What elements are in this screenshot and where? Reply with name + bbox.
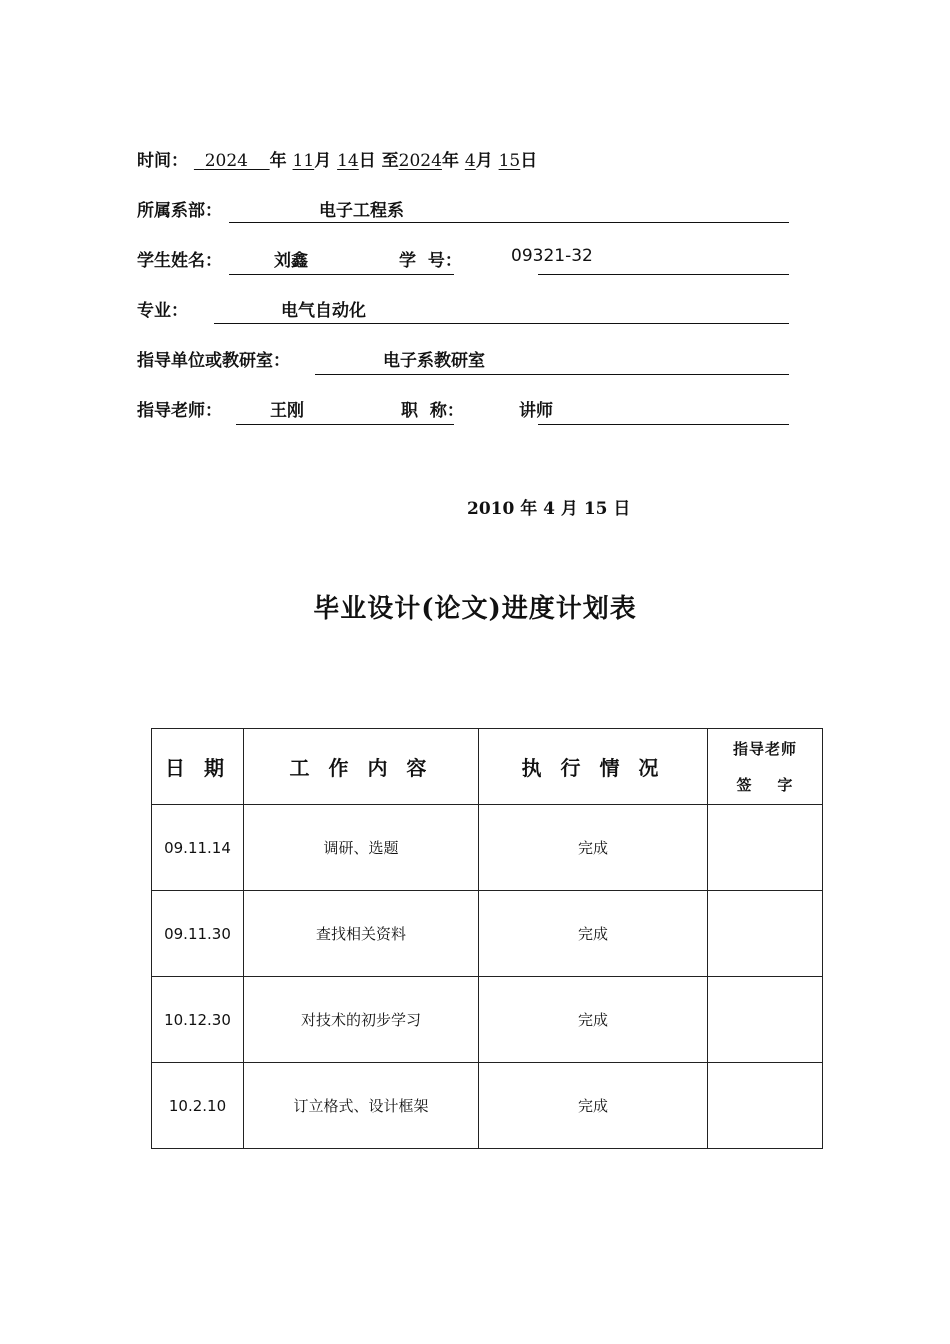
major-label: 专业：: [137, 301, 188, 321]
end-month: 4: [464, 151, 476, 171]
row-date: 10.12.30: [152, 977, 244, 1063]
unit-label: 指导单位或教研室：: [137, 351, 290, 371]
year-char-1: 年: [269, 151, 287, 171]
time-label: 时间：: [137, 151, 188, 171]
department-value: 电子工程系: [319, 201, 404, 221]
row-content: 调研、选题: [244, 805, 479, 891]
advisor-label: 指导老师：: [137, 401, 222, 421]
row-content: 对技术的初步学习: [244, 977, 479, 1063]
row-sign: [708, 977, 823, 1063]
row-status: 完成: [479, 891, 708, 977]
table-row: [152, 977, 823, 1063]
row-content: 查找相关资料: [244, 891, 479, 977]
table-header-row: [152, 729, 823, 805]
progress-table: [151, 728, 823, 1149]
header-date: 日 期: [152, 729, 244, 805]
student-name-value: 刘鑫: [274, 251, 308, 271]
table-row: [152, 805, 823, 891]
header-content: 工 作 内 容: [244, 729, 479, 805]
end-year: 2024: [398, 151, 442, 171]
start-day: 14: [337, 151, 359, 171]
row-status: 完成: [479, 977, 708, 1063]
department-label: 所属系部：: [137, 201, 222, 221]
major-value: 电气自动化: [281, 301, 366, 321]
header-status: 执 行 情 况: [479, 729, 708, 805]
header-sign-line2: 签 字: [736, 775, 794, 794]
unit-value: 电子系教研室: [383, 351, 485, 371]
row-content: 订立格式、设计框架: [244, 1063, 479, 1149]
row-date: 10.2.10: [152, 1063, 244, 1149]
end-day: 15: [498, 151, 521, 171]
day-char-2: 日: [520, 151, 538, 171]
year-char-2: 年: [441, 151, 459, 171]
issue-date: 2010 年 4 月 15 日: [467, 499, 631, 519]
row-sign: [708, 1063, 823, 1149]
unit-underline: [315, 374, 789, 375]
student-name-underline: [229, 274, 454, 275]
major-underline: [214, 323, 789, 324]
student-id-label: 学 号：: [399, 251, 462, 271]
row-status: 完成: [479, 1063, 708, 1149]
row-date: 09.11.14: [152, 805, 244, 891]
row-sign: [708, 891, 823, 977]
month-char-1: 月: [314, 151, 332, 171]
row-date: 09.11.30: [152, 891, 244, 977]
time-line: [137, 146, 537, 171]
header-sign-line1: 指导老师: [732, 739, 797, 758]
table-row: [152, 891, 823, 977]
start-month: 11: [292, 151, 315, 171]
title-label: 职 称：: [401, 401, 464, 421]
header-advisor-sign: [708, 729, 823, 805]
row-status: 完成: [479, 805, 708, 891]
title-value: 讲师: [519, 401, 553, 421]
student-id-underline: [538, 274, 789, 275]
student-name-label: 学生姓名：: [137, 251, 222, 271]
advisor-value: 王刚: [270, 401, 304, 421]
to-char: 至: [381, 151, 399, 171]
student-id-value: 09321-32: [511, 246, 593, 266]
document-title: 毕业设计(论文)进度计划表: [313, 594, 637, 624]
day-char-1: 日: [358, 151, 376, 171]
month-char-2: 月: [475, 151, 493, 171]
advisor-underline: [236, 424, 454, 425]
title-underline: [538, 424, 789, 425]
row-sign: [708, 805, 823, 891]
start-year: 2024: [204, 151, 248, 171]
table-row: [152, 1063, 823, 1149]
department-underline: [229, 222, 789, 223]
